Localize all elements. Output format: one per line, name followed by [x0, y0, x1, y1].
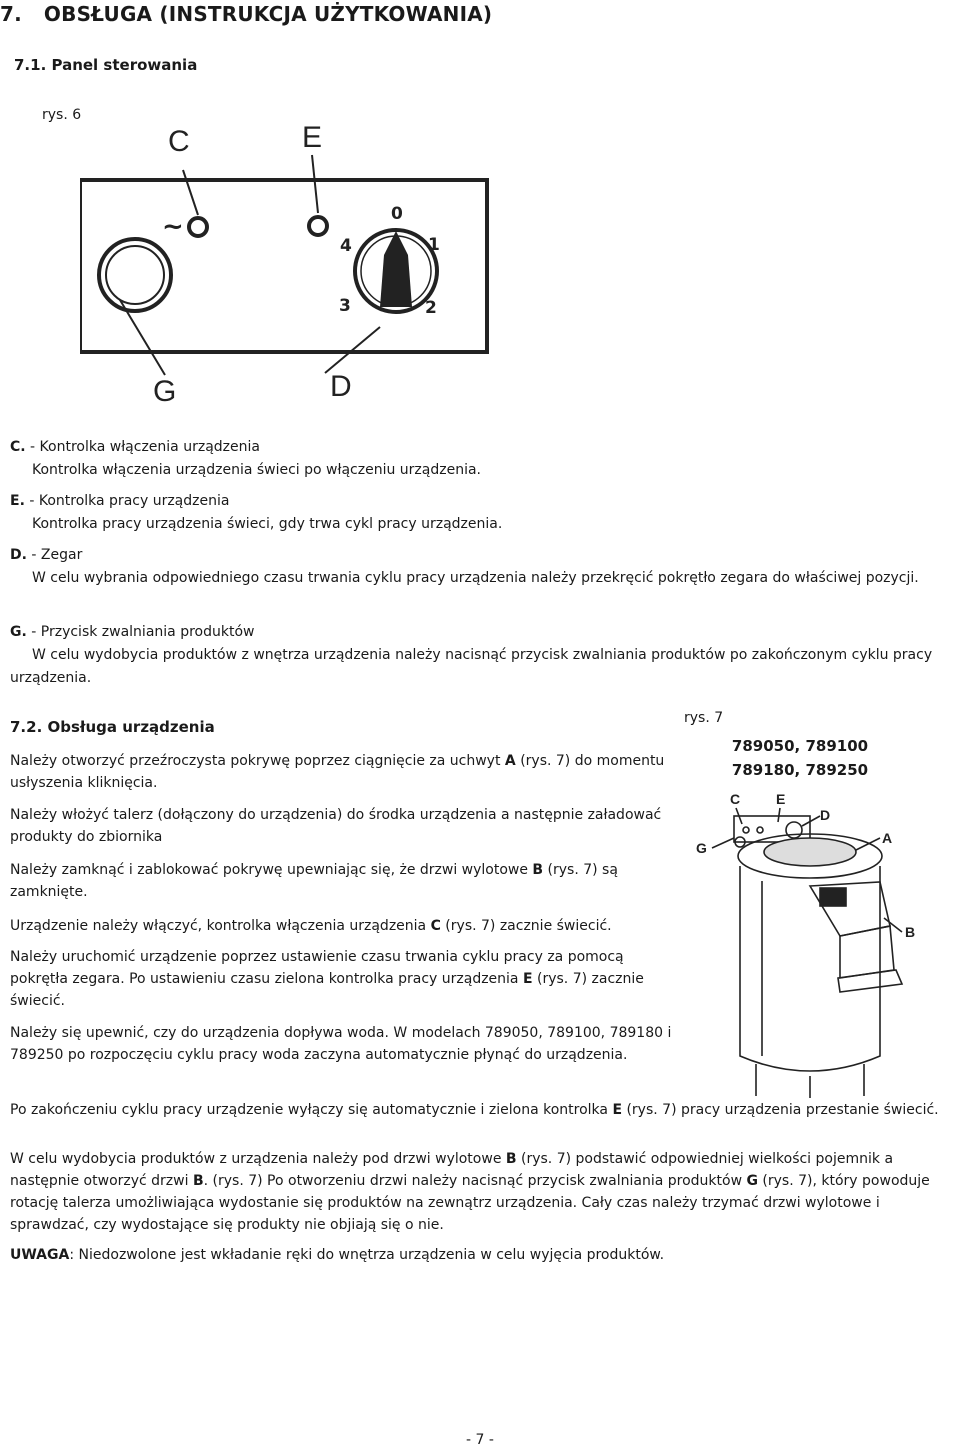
p4-bold-c: C	[430, 918, 441, 934]
section-title-7-1: 7.1. Panel sterowania	[14, 56, 198, 74]
label-g: G	[153, 375, 177, 405]
timer-mark-1: 1	[428, 235, 440, 255]
p8-text-e: . (rys. 7) Po otworzeniu drzwi należy nacisnąć przycisk zwalniania produktów	[203, 1173, 747, 1189]
warning-text: : Niedozwolone jest wkładanie ręki do wnętrza urządzenia w celu wyjęcia produktów.	[69, 1247, 665, 1263]
leader-line-c	[183, 170, 198, 215]
timer-mark-4: 4	[340, 236, 352, 256]
p8-text-c: (rys. 7) podstawić odpowiedniej wielkości pojemnik a następnie otworzyć drzwi	[10, 1151, 894, 1189]
legend-item-g	[10, 621, 950, 690]
p8-text-g: (rys. 7), który powoduje rotację talerza umożliwiająca wydostanie się produktów na zewnątrz urządzenia. Cały czas należy trzymać drzwi wylotowe i sprawdzać, czy wydostające się produkty nie objiają się o nie.	[10, 1173, 930, 1233]
legend-item-e	[10, 490, 950, 536]
legend-key-g: G.	[10, 624, 27, 640]
legend-item-d	[10, 544, 950, 590]
label-e: E	[302, 121, 323, 154]
p1-bold-a: A	[504, 753, 516, 769]
p3-text-c: (rys. 7) są zamknięte.	[10, 862, 618, 900]
legend-title-c: - Kontrolka włączenia urządzenia	[25, 439, 260, 455]
fig7-label-d: D	[820, 807, 831, 823]
p8-bold-b1: B	[505, 1151, 517, 1167]
p8-text-a: W celu wydobycia produktów z urządzenia należy pod drzwi wylotowe	[10, 1151, 506, 1167]
fig7-label-b: B	[905, 924, 916, 940]
p8-bold-b2: B	[192, 1173, 204, 1189]
model-numbers-line1: 789050, 789100	[731, 737, 869, 755]
power-symbol: ~	[162, 212, 184, 242]
chapter-number: 7.	[0, 2, 22, 26]
timer-mark-2: 2	[425, 298, 437, 318]
paragraph-load-products: Należy włożyć talerz (dołączony do urządzenia) do środka urządzenia a następnie załadować produkty do zbiornika	[10, 807, 662, 845]
work-indicator-light	[309, 217, 327, 235]
power-indicator-light	[189, 218, 207, 236]
p7-text-c: (rys. 7) pracy urządzenia przestanie świecić.	[622, 1102, 939, 1118]
paragraph-water-supply: Należy się upewnić, czy do urządzenia dopływa woda. W modelach 789050, 789100, 789180 i 789250 po rozpoczęciu cyklu pracy woda zaczyna automatycznie płynąć do urządzenia.	[10, 1025, 672, 1063]
fig7-light-c	[743, 827, 749, 833]
timer-mark-0: 0	[391, 204, 403, 224]
p3-bold-b: B	[532, 862, 544, 878]
paragraph-close-lid	[10, 859, 682, 903]
p4-text-a: Urządzenie należy włączyć, kontrolka włączenia urządzenia	[10, 918, 431, 934]
paragraph-cycle-end	[10, 1099, 958, 1121]
fig7-door	[840, 926, 894, 978]
p1-text-c: (rys. 7) do momentu usłyszenia kliknięcia.	[10, 753, 665, 791]
figure6-caption: rys. 6	[42, 107, 82, 123]
fig7-leader-e	[778, 808, 780, 822]
paragraph-switch-on	[10, 915, 682, 937]
paragraph-unload	[10, 1148, 958, 1236]
legend-desc-d: W celu wybrania odpowiedniego czasu trwania cyklu pracy urządzenia należy przekręcić pokrętło zegara do właściwej pozycji.	[32, 570, 919, 586]
fig7-leader-b	[884, 918, 902, 932]
warning-note	[10, 1244, 958, 1266]
p7-text-a: Po zakończeniu cyklu pracy urządzenie wyłączy się automatycznie i zielona kontrolka	[10, 1102, 613, 1118]
fig7-door-handle	[820, 888, 846, 906]
p5-text-c: (rys. 7) zacznie świecić.	[10, 971, 644, 1009]
model-numbers	[700, 734, 900, 782]
timer-mark-3: 3	[339, 296, 351, 316]
legend-key-d: D.	[10, 547, 27, 563]
legend-title-g: - Przycisk zwalniania produktów	[26, 624, 255, 640]
legend-title-e: - Kontrolka pracy urządzenia	[24, 493, 230, 509]
legend-title-d: - Zegar	[26, 547, 83, 563]
fig7-lid-dome	[764, 838, 856, 866]
p1-text-a: Należy otworzyć przeźroczysta pokrywę poprzez ciągnięcie za uchwyt	[10, 753, 505, 769]
fig7-light-e	[757, 827, 763, 833]
leader-line-e	[312, 155, 318, 213]
paragraph-start-cycle	[10, 946, 682, 1012]
label-c: C	[168, 125, 190, 158]
legend-desc-e: Kontrolka pracy urządzenia świeci, gdy trwa cykl pracy urządzenia.	[32, 516, 503, 532]
p5-bold-e: E	[522, 971, 533, 987]
legend-desc-g: W celu wydobycia produktów z wnętrza urządzenia należy nacisnąć przycisk zwalniania produktów po zakończonym cyklu pracy urządzenia.	[10, 647, 933, 686]
fig7-label-e: E	[776, 791, 786, 807]
control-panel-figure	[80, 115, 500, 405]
p5-text-a: Należy uruchomić urządzenie poprzez ustawienie czasu trwania cyklu pracy za pomocą pokrętła zegara. Po ustawieniu czasu zielona kontrolka pracy urządzenia	[10, 949, 624, 987]
machine-figure	[690, 786, 930, 1101]
p8-bold-g: G	[746, 1173, 758, 1189]
p4-text-c: (rys. 7) zacznie świecić.	[440, 918, 612, 934]
release-button-outer	[99, 239, 171, 311]
fig7-label-c: C	[730, 791, 741, 807]
label-d: D	[330, 370, 352, 403]
fig7-body	[740, 866, 880, 1071]
timer-knob-pointer	[380, 231, 412, 307]
page-number: - 7 -	[466, 1432, 494, 1448]
legend-item-c	[10, 436, 950, 482]
p3-text-a: Należy zamknąć i zablokować pokrywę upewniając się, że drzwi wylotowe	[10, 862, 533, 878]
chapter-title: OBSŁUGA (INSTRUKCJA UŻYTKOWANIA)	[43, 2, 493, 26]
fig7-label-g: G	[696, 840, 707, 856]
fig7-tray	[838, 970, 902, 992]
model-numbers-line2: 789180, 789250	[731, 761, 869, 779]
legend-desc-c: Kontrolka włączenia urządzenia świeci po włączeniu urządzenia.	[32, 462, 481, 478]
warning-label: UWAGA	[10, 1247, 70, 1263]
legend-key-c: C.	[10, 439, 26, 455]
paragraph-open-lid	[10, 750, 682, 794]
chapter-heading	[0, 2, 492, 26]
fig7-leader-d	[802, 816, 820, 826]
legend-key-e: E.	[10, 493, 25, 509]
release-button-inner	[106, 246, 164, 304]
p7-bold-e: E	[612, 1102, 623, 1118]
fig7-leader-g	[712, 838, 734, 848]
section-title-7-2: 7.2. Obsługa urządzenia	[10, 718, 215, 736]
figure7-caption: rys. 7	[684, 710, 724, 726]
panel-frame	[80, 180, 487, 352]
fig7-label-a: A	[882, 830, 893, 846]
